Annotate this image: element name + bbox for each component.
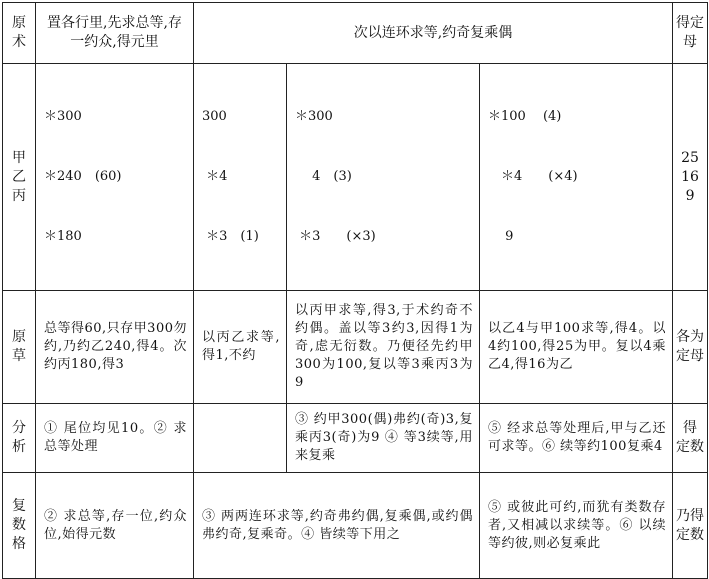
number-line: ＊240 (60) (44, 169, 122, 184)
fushuge-result (673, 473, 708, 579)
result-line: 定母 (676, 348, 705, 364)
fushuge-col23: ③ 两两连环求等,约奇弗约偶,复乘偶,或约偶弗约奇,复乘奇。④ 皆续等下用之 (194, 473, 480, 579)
number-line: ＊4 (×4) (488, 169, 578, 184)
jia-col4-numbers (480, 64, 673, 291)
result-line: 16 (681, 168, 699, 185)
yuancao-col1: 总等得60,只存甲300勿约,乃约乙240,得4。次约丙180,得3 (36, 291, 194, 404)
fenxi-col4: ⑤ 经求总等处理后,甲与乙还可求等。⑥ 续等约100复乘4 (480, 404, 673, 473)
row-fushuge (3, 473, 708, 579)
label-yuan: 原 (12, 329, 26, 345)
result-line: 各为 (676, 329, 705, 345)
label-xi: 析 (12, 439, 26, 455)
number-line: ＊300 (295, 109, 333, 124)
jia-col3-numbers (287, 64, 480, 291)
header-row (3, 3, 708, 64)
row-yuancao (3, 291, 708, 404)
label-yuancao (3, 291, 36, 404)
fushuge-col4: ⑤ 或彼此可约,而犹有类数存者,又相减以求续等。⑥ 以续等约彼,则必复乘此 (480, 473, 673, 579)
fenxi-result (673, 404, 708, 473)
label-fu: 复 (12, 498, 26, 514)
label-jiayibing (3, 64, 36, 291)
yuancao-col3: 以丙甲求等,得3,于术约奇不约偶。盖以等3约3,因得1为奇,虑无衍数。乃便径先约甲300为100,复以等3乘丙3为9 (287, 291, 480, 404)
label-fen: 分 (12, 420, 26, 436)
label-yi: 乙 (12, 168, 26, 185)
comparison-table (2, 2, 708, 579)
header-step2-text: 次以连环求等,约奇复乘偶 (353, 24, 513, 41)
row-fenxi (3, 404, 708, 473)
result-line: 定数 (676, 526, 705, 543)
label-shu: 数 (12, 517, 26, 533)
label-fushuge (3, 473, 36, 579)
fenxi-col2 (194, 404, 287, 473)
header-step1 (36, 3, 194, 64)
yuancao-result (673, 291, 708, 404)
header-step1-text: 置各行里,先求总等,存一约众,得元里 (47, 15, 182, 50)
row-jiayibing (3, 64, 708, 291)
number-line: ＊3 (1) (202, 229, 259, 244)
number-line: ＊180 (44, 229, 82, 244)
number-line: ＊100 (4) (488, 109, 562, 124)
jia-col2-numbers (194, 64, 287, 291)
label-bing: 丙 (12, 187, 26, 204)
fenxi-col1: ① 尾位均见10。② 求总等处理 (36, 404, 194, 473)
jia-result (673, 64, 708, 291)
result-line: 25 (681, 149, 699, 166)
jia-col1-numbers (36, 64, 194, 291)
header-dingmu-1: 得定 (676, 15, 705, 31)
number-line: ＊300 (44, 109, 82, 124)
header-dingmu-2: 母 (683, 34, 698, 50)
result-line: 定数 (676, 439, 705, 455)
fushuge-col1: ② 求总等,存一位,约众位,始得元数 (36, 473, 194, 579)
number-line: 4 (3) (295, 169, 352, 184)
label-ge: 格 (12, 536, 26, 552)
header-yuanshu-2: 术 (12, 34, 26, 50)
label-jia: 甲 (12, 149, 26, 166)
fenxi-col3: ③ 约甲300(偶)弗约(奇)3,复乘丙3(奇)为9 ④ 等3续等,用来复乘 (287, 404, 480, 473)
label-fenxi (3, 404, 36, 473)
yuancao-col2: 以丙乙求等,得1,不约 (194, 291, 287, 404)
result-line: 乃得 (676, 507, 705, 524)
header-yuanshu-1: 原 (12, 15, 26, 31)
yuancao-col4: 以乙4与甲100求等,得4。以4约100,得25为甲。复以4乘乙4,得16为乙 (480, 291, 673, 404)
header-dingmu (673, 3, 708, 64)
number-line: 300 (202, 109, 227, 124)
number-line: ＊3 (×3) (295, 229, 376, 244)
number-line: 9 (488, 229, 514, 244)
header-step2 (194, 3, 673, 64)
result-line: 9 (685, 187, 695, 204)
result-line: 得 (683, 420, 698, 436)
header-yuanshu (3, 3, 36, 64)
number-line: ＊4 (202, 169, 228, 184)
label-cao: 草 (12, 348, 26, 364)
